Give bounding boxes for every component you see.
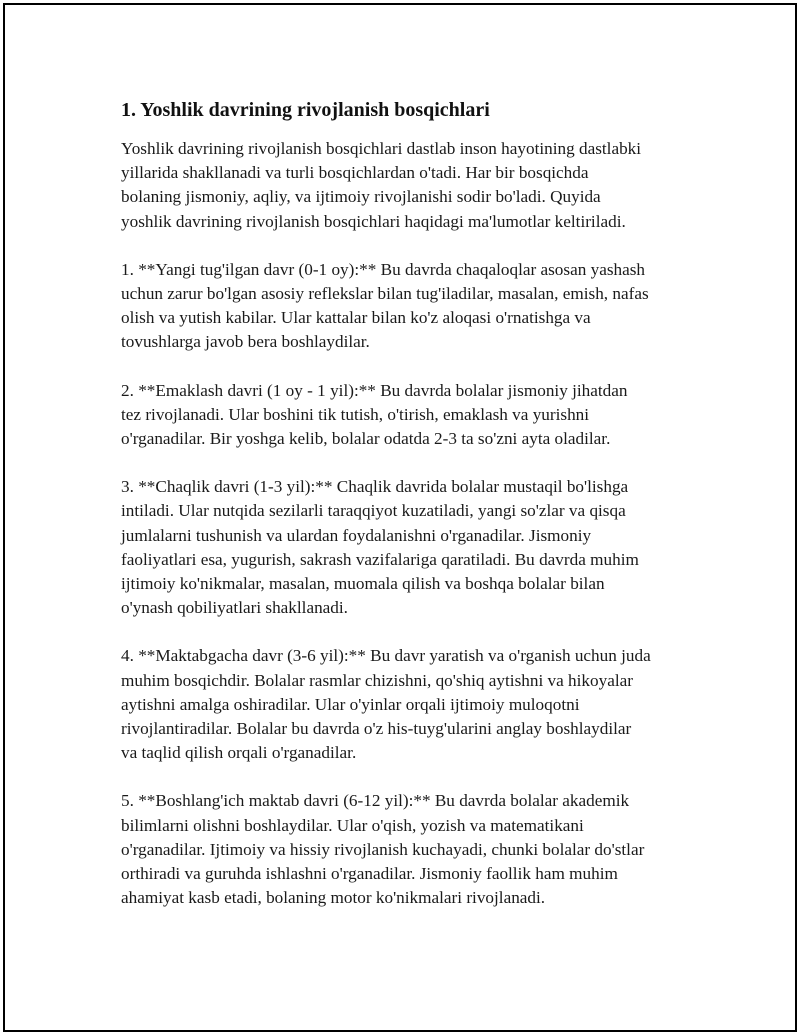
document-body xyxy=(121,97,701,934)
stage-1-paragraph: 1. **Yangi tug'ilgan davr (0-1 oy):** Bu davrda chaqaloqlar asosan yashash uchun zarur bo'lgan asosiy reflekslar bilan tug'iladilar, masalan, emish, nafas olish va yutish kabilar. Ular kattalar bilan ko'z aloqasi o'rnatishga va tovushlarga javob bera boshlaydilar. xyxy=(121,259,649,352)
document-title: 1. Yoshlik davrining rivojlanish bosqichlari xyxy=(121,99,490,121)
stage-5-paragraph: 5. **Boshlang'ich maktab davri (6-12 yil):** Bu davrda bolalar akademik bilimlarni olishni boshlaydilar. Ular o'qish, yozish va matematikani o'rganadilar. Ijtimoiy va hissiy rivojlanish kuchayadi, chunki bolalar do'stlar orthiradi va guruhda ishlashni o'rganadilar. Jismoniy faollik ham muhim ahamiyat kasb etadi, bolaning motor ko'nikmalari rivojlanadi. xyxy=(121,791,645,908)
stage-4-paragraph: 4. **Maktabgacha davr (3-6 yil):** Bu davr yaratish va o'rganish uchun juda muhim bosqichdir. Bolalar rasmlar chizishni, qo'shiq aytishni va hikoyalar aytishni amalga oshiradilar. Ular o'yinlar orqali ijtimoiy muloqotni rivojlantiradilar. Bolalar bu davrda o'z his-tuyg'ularini anglay boshlaydilar va taqlid qilish orqali o'rganadilar. xyxy=(121,646,651,763)
stage-3-paragraph: 3. **Chaqlik davri (1-3 yil):** Chaqlik davrida bolalar mustaqil bo'lishga intiladi. Ular nutqida sezilarli taraqqiyot kuzatiladi, yangi so'zlar va qisqa jumlalarni tushunish va ulardan foydalanishni o'rganadilar. Jismoniy faoliyatlari esa, yugurish, sakrash vazifalariga qaratiladi. Bu davrda muhim ijtimoiy ko'nikmalar, masalan, muomala qilish va boshqa bolalar bilan o'ynash qobiliyatlari shakllanadi. xyxy=(121,477,639,618)
stage-2-paragraph: 2. **Emaklash davri (1 oy - 1 yil):** Bu davrda bolalar jismoniy jihatdan tez rivojlanadi. Ular boshini tik tutish, o'tirish, emaklash va yurishni o'rganadilar. Bir yoshga kelib, bolalar odatda 2-3 ta so'zni ayta oladilar. xyxy=(121,380,628,449)
document-page xyxy=(3,3,797,1032)
intro-paragraph: Yoshlik davrining rivojlanish bosqichlari dastlab inson hayotining dastlabki yillarida shakllanadi va turli bosqichlardan o'tadi. Har bir bosqichda bolaning jismoniy, aqliy, va ijtimoiy rivojlanishi sodir bo'ladi. Quyida yoshlik davrining rivojlanish bosqichlari haqidagi ma'lumotlar keltiriladi. xyxy=(121,139,642,231)
